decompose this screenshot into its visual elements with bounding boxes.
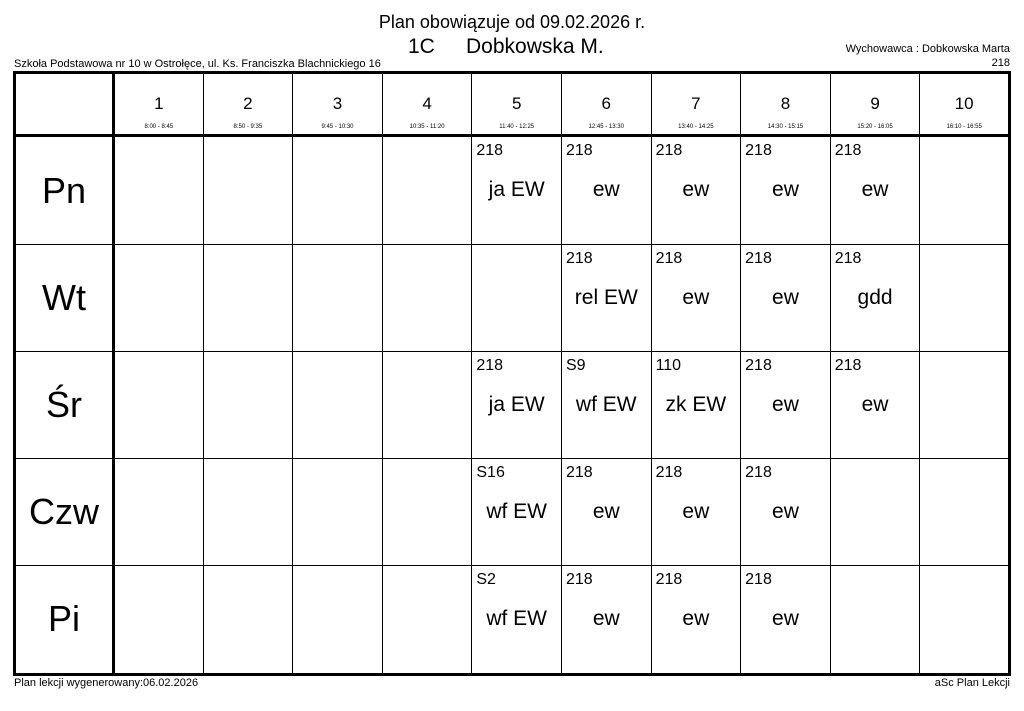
lesson-subject: ja EW (488, 393, 545, 417)
lesson-room: 218 (745, 463, 772, 481)
period-number: 8 (780, 94, 791, 113)
timetable-grid (13, 71, 1011, 676)
lesson-room: 218 (745, 142, 772, 159)
empty-cell (830, 565, 920, 674)
period-number: 5 (511, 94, 522, 113)
period-number: 4 (422, 94, 432, 113)
lesson-room: 110 (655, 357, 682, 375)
period-time: 10:35 - 11:20 (409, 124, 445, 130)
period-time: 15:20 - 16:05 (857, 124, 893, 130)
empty-cell (114, 565, 204, 674)
lesson-room: 218 (834, 250, 862, 268)
period-time: 13:40 - 14:25 (678, 124, 714, 130)
software-name: aSc Plan Lekcji (934, 677, 1010, 689)
lesson-room: 218 (655, 570, 683, 588)
lesson-subject: ew (772, 499, 799, 523)
period-number: 1 (154, 94, 164, 113)
lesson-subject: ew (682, 606, 710, 630)
lesson-cell (561, 565, 651, 674)
lesson-cell (741, 245, 831, 352)
homeroom-number: 218 (991, 57, 1010, 69)
period-time: 12:45 - 13:30 (588, 124, 624, 130)
empty-cell (293, 245, 383, 352)
school-address: Szkoła Podstawowa nr 10 w Ostrołęce, ul. Ks. Franciszka Blachnickiego 16 (14, 58, 381, 70)
day-label: Pn (15, 136, 114, 245)
lesson-subject: wf EW (575, 393, 637, 417)
lesson-subject: ew (592, 499, 620, 523)
period-time: 16:10 - 16:55 (946, 124, 982, 130)
lesson-cell (651, 565, 741, 674)
empty-cell (293, 458, 383, 565)
day-label: Śr (15, 352, 114, 459)
lesson-cell (741, 565, 831, 674)
lesson-room: 218 (745, 570, 772, 588)
empty-cell (203, 136, 293, 245)
period-header-10 (920, 73, 1010, 136)
lesson-cell (830, 245, 920, 352)
empty-cell (830, 458, 920, 565)
empty-cell (382, 245, 472, 352)
day-row (15, 565, 1010, 674)
period-header-4 (382, 73, 472, 136)
empty-cell (293, 136, 383, 245)
lesson-cell (651, 458, 741, 565)
period-header-7 (651, 73, 741, 136)
lesson-cell (472, 136, 562, 245)
day-label: Czw (15, 458, 114, 565)
day-row (15, 245, 1010, 352)
lesson-subject: ew (772, 393, 799, 417)
period-header-6 (561, 73, 651, 136)
period-time: 8:50 - 9:35 (233, 124, 263, 130)
lesson-room: S9 (565, 357, 586, 375)
lesson-room: 218 (476, 357, 504, 375)
lesson-cell (651, 352, 741, 459)
lesson-room: 218 (745, 250, 772, 268)
lesson-cell (472, 352, 562, 459)
lesson-cell (561, 245, 651, 352)
lesson-room: 218 (565, 142, 593, 159)
period-number: 9 (870, 94, 880, 113)
lesson-subject: gdd (857, 286, 893, 310)
period-number: 2 (243, 94, 253, 113)
lesson-subject: ew (772, 286, 799, 310)
empty-cell (920, 136, 1010, 245)
lesson-subject: zk EW (665, 393, 727, 417)
lesson-subject: ew (772, 178, 799, 201)
lesson-cell (472, 458, 562, 565)
period-header-9 (830, 73, 920, 136)
period-number: 10 (954, 94, 974, 113)
empty-cell (114, 458, 204, 565)
lesson-subject: ew (682, 178, 710, 201)
class-teacher-name: Dobkowska M. (466, 35, 604, 58)
day-row (15, 352, 1010, 459)
lesson-subject: ew (861, 393, 889, 417)
lesson-cell (830, 352, 920, 459)
lesson-room: 218 (745, 357, 772, 375)
period-header-1 (114, 73, 204, 136)
class-name: 1C (408, 35, 435, 58)
day-label: Pi (15, 565, 114, 674)
empty-cell (293, 565, 383, 674)
lesson-subject: ew (861, 178, 889, 201)
period-time: 8:00 - 8:45 (144, 124, 174, 130)
lesson-subject: rel EW (574, 286, 638, 310)
lesson-subject: ew (682, 499, 710, 523)
empty-cell (114, 245, 204, 352)
lesson-cell (472, 565, 562, 674)
day-row (15, 458, 1010, 565)
day-label: Wt (15, 245, 114, 352)
lesson-cell (741, 352, 831, 459)
lesson-cell (830, 136, 920, 245)
empty-cell (920, 245, 1010, 352)
lesson-cell (561, 136, 651, 245)
period-number: 3 (332, 94, 343, 113)
period-header-row (15, 73, 1010, 136)
lesson-room: S16 (476, 463, 505, 481)
lesson-room: 218 (834, 357, 862, 375)
lesson-room: 218 (655, 142, 683, 159)
lesson-room: 218 (565, 463, 593, 481)
lesson-room: 218 (655, 463, 683, 481)
period-header-2 (203, 73, 293, 136)
plan-validity-title: Plan obowiązuje od 09.02.2026 r. (378, 12, 646, 32)
lesson-cell (651, 136, 741, 245)
lesson-subject: ja EW (488, 178, 545, 201)
lesson-cell (561, 458, 651, 565)
empty-cell (382, 136, 472, 245)
corner-cell (15, 73, 114, 136)
lesson-subject: ew (592, 178, 620, 201)
day-row (15, 136, 1010, 245)
empty-cell (920, 352, 1010, 459)
period-time: 14:30 - 15:15 (767, 124, 804, 130)
period-header-3 (293, 73, 383, 136)
empty-cell (203, 565, 293, 674)
lesson-subject: ew (682, 286, 710, 310)
lesson-room: S2 (476, 570, 496, 588)
lesson-subject: wf EW (486, 606, 547, 630)
period-header-8 (741, 73, 831, 136)
period-header-5 (472, 73, 562, 136)
empty-cell (382, 352, 472, 459)
empty-cell (114, 352, 204, 459)
empty-cell (382, 458, 472, 565)
lesson-subject: ew (772, 606, 799, 630)
lesson-room: 218 (834, 142, 862, 159)
lesson-room: 218 (655, 250, 683, 268)
lesson-room: 218 (565, 570, 593, 588)
period-time: 11:40 - 12:25 (499, 124, 535, 130)
empty-cell (472, 245, 562, 352)
lesson-subject: ew (592, 606, 620, 630)
empty-cell (920, 458, 1010, 565)
lesson-room: 218 (476, 142, 504, 159)
empty-cell (920, 565, 1010, 674)
lesson-cell (741, 458, 831, 565)
empty-cell (293, 352, 383, 459)
lesson-subject: wf EW (486, 499, 547, 523)
empty-cell (382, 565, 472, 674)
lesson-cell (561, 352, 651, 459)
empty-cell (203, 458, 293, 565)
lesson-cell (741, 136, 831, 245)
form-teacher-label: Wychowawca : Dobkowska Marta (845, 43, 1010, 55)
empty-cell (203, 352, 293, 459)
lesson-room: 218 (565, 250, 593, 268)
period-number: 6 (601, 94, 611, 113)
lesson-cell (651, 245, 741, 352)
generated-date: Plan lekcji wygenerowany:06.02.2026 (14, 677, 199, 689)
period-number: 7 (691, 94, 701, 113)
period-time: 9:45 - 10:30 (321, 124, 354, 130)
empty-cell (203, 245, 293, 352)
empty-cell (114, 136, 204, 245)
